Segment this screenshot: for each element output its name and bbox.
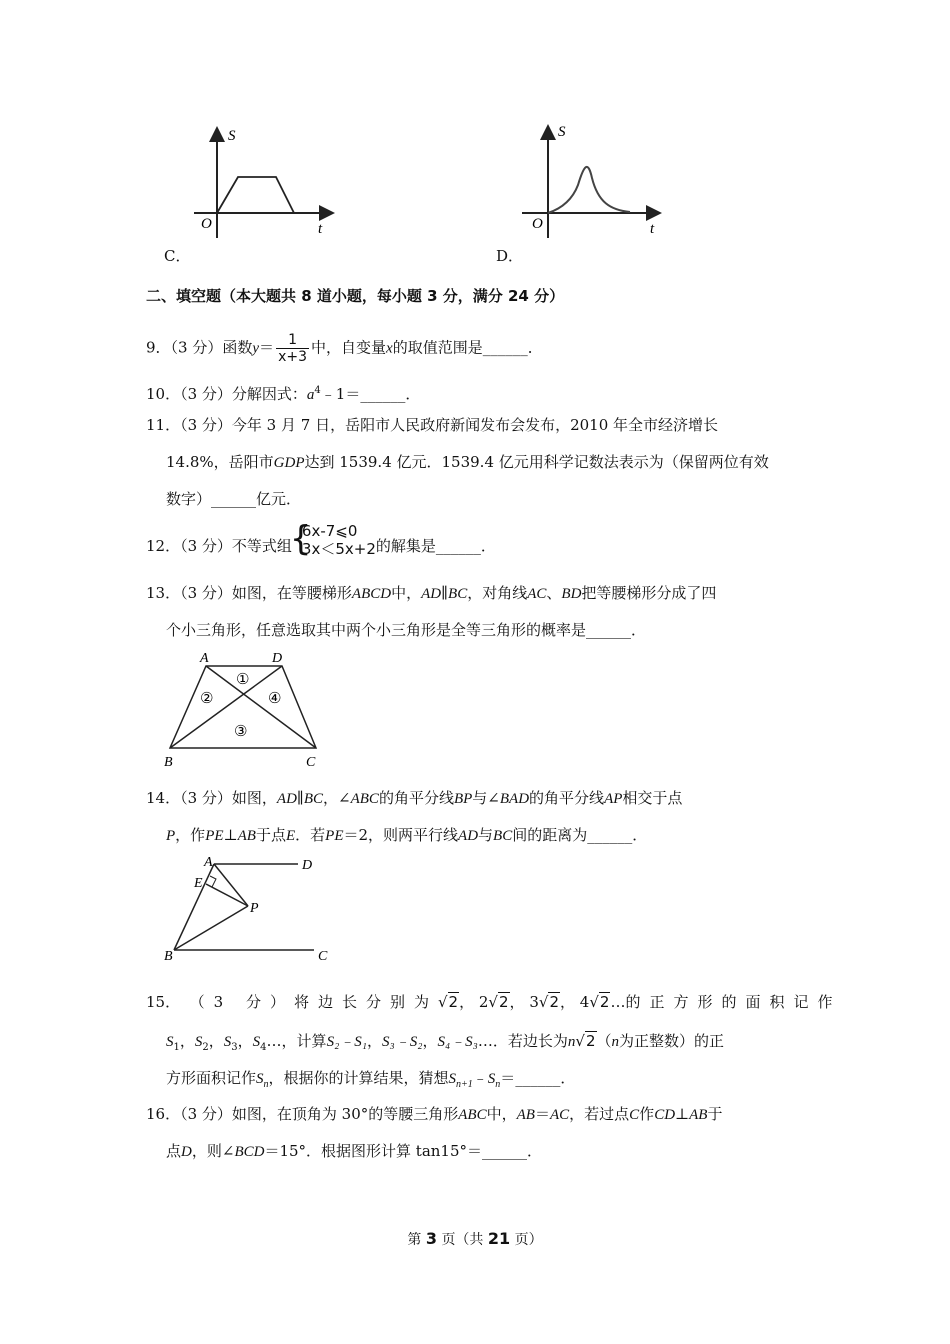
answer-blank: ______ xyxy=(587,826,633,844)
parallel-lines-figure xyxy=(158,850,348,968)
graph-d xyxy=(518,120,668,240)
question-12: 12．（3 分）不等式组 { 6x-7⩽0 3x＜5x+2 的解集是______． xyxy=(146,519,496,559)
question-11-line1: 11．（3 分）今年 3 月 7 日，岳阳市人民政府新闻发布会发布，2010 年全市经济增长 xyxy=(146,416,719,434)
total-pages: 21 xyxy=(487,1229,511,1248)
question-11-line2: 14.8%，岳阳市GDP达到 1539.4 亿元．1539.4 亿元用科学记数法表示为（保留两位有效 xyxy=(166,453,769,471)
t-label: t xyxy=(318,221,323,237)
trapezoid-curve xyxy=(217,177,294,213)
page-footer: 第 3 页（共 21 页） xyxy=(407,1229,543,1248)
origin-label: O xyxy=(532,216,543,232)
question-9: 9．（3 分）函数y＝ $\frac{1}{x+3}$ 中，自变量x的取值范围是______． xyxy=(146,332,543,365)
question-14-line2: P，作PE⊥AB于点E．若PE＝2，则两平行线AD与BC间的距离为______． xyxy=(166,826,648,844)
origin-label: O xyxy=(201,216,212,232)
inequality-system: { 6x-7⩽0 3x＜5x+2 xyxy=(289,519,376,559)
question-11-line3: 数字）______亿元． xyxy=(166,490,302,508)
answer-blank: ______ xyxy=(435,537,481,555)
vertex-b: B xyxy=(164,755,173,770)
region-4: ④ xyxy=(268,689,282,707)
s-label: S xyxy=(228,128,236,144)
question-15-line3: 方形面积记作$S_n$，根据你的计算结果，猜想$S_{n+1}﹣S_n=\_\_\_\_\_\_$． xyxy=(166,1069,576,1090)
peak-curve xyxy=(548,167,630,213)
question-16-line1: 16．（3 分）如图，在顶角为 30°的等腰三角形ABC中，AB＝AC，若过点C作CD⊥AB于 xyxy=(146,1105,723,1123)
question-15-line2: $S_1$，$S_2$，$S_3$，$S_4\dots$，计算S₂﹣S₁，S₃﹣S₂，S₄﹣S₃…．若边长为n√2（n为正整数）的正 xyxy=(166,1032,725,1053)
region-3: ③ xyxy=(234,722,248,740)
region-1: ① xyxy=(236,670,250,688)
sqrt-2: √2 xyxy=(437,993,459,1011)
answer-blank: ______ xyxy=(482,1142,528,1160)
point-p: P xyxy=(250,901,259,916)
point-d: D xyxy=(302,858,313,873)
question-15-line1: 15． （3 分）将边长分别为√2， 2√2， 3√2， 4√2…的正方形的面积记作 xyxy=(146,993,842,1011)
answer-blank: ______ xyxy=(586,621,632,639)
point-c: C xyxy=(318,949,328,964)
page-number: 3 xyxy=(425,1229,437,1248)
section-title: 二、填空题（本大题共 8 道小题，每小题 3 分，满分 24 分） xyxy=(146,287,565,305)
answer-blank: ______ xyxy=(360,385,406,403)
point-a: A xyxy=(204,855,213,870)
answer-blank: ______ xyxy=(211,490,257,508)
question-13-line2: 个小三角形，任意选取其中两个小三角形是全等三角形的概率是______． xyxy=(166,621,647,639)
option-d-label: D． xyxy=(496,247,524,265)
question-16-line2: 点D，则∠BCD＝15°．根据图形计算 tan15°＝______． xyxy=(166,1142,543,1160)
trapezoid-figure xyxy=(158,646,328,772)
s-label: S xyxy=(558,124,566,140)
point-b: B xyxy=(164,949,173,964)
vertex-d: D xyxy=(272,651,283,666)
question-10: 10．（3 分）分解因式：$a^4﹣1=\_\_\_\_\_\_$． xyxy=(146,385,421,403)
vertex-c: C xyxy=(306,755,316,770)
vertex-a: A xyxy=(200,651,209,666)
graph-c xyxy=(186,120,346,240)
answer-blank: ______ xyxy=(482,338,528,357)
answer-blank: ______ xyxy=(515,1069,561,1087)
point-e: E xyxy=(194,876,203,891)
fraction: $\frac{1}{x+3}$ xyxy=(278,332,307,365)
option-c-label: C． xyxy=(164,247,191,265)
question-14-line1: 14．（3 分）如图，AD∥BC，∠ABC的角平分线BP与∠BAD的角平分线AP相交于点 xyxy=(146,789,683,807)
region-2: ② xyxy=(200,689,214,707)
t-label: t xyxy=(650,221,655,237)
question-13-line1: 13．（3 分）如图，在等腰梯形ABCD中，AD∥BC，对角线AC、BD把等腰梯形分成了四 xyxy=(146,584,717,602)
